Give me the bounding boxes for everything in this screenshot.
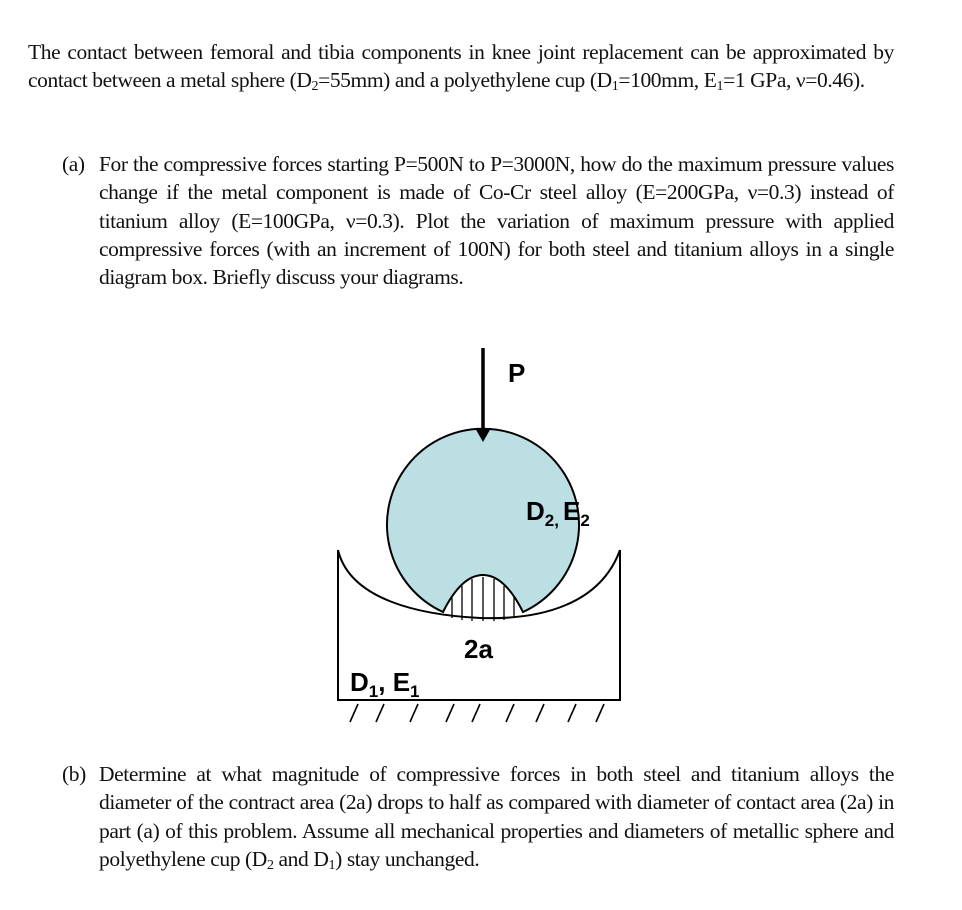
intro-text-1: The contact between femoral and tibia components in knee joint replacement can be approximated by contact between a metal sphere (D: [28, 40, 894, 93]
part-a: [62, 150, 894, 291]
intro-sub-3: 1: [716, 79, 724, 95]
part-b-label: (b): [62, 762, 86, 786]
intro-text-3: =100mm, E: [618, 68, 717, 93]
part-a-text: For the compressive forces starting P=500N to P=3000N, how do the maximum pressure values change if the metal component is made of Co-Cr steel alloy (E=200GPa, ν=0.3) instead of titanium alloy (E=100GPa, ν=0.3). Plot the variation of maximum pressure with applied compressive forces (with an increment of 100N) for both steel and titanium alloys in a single diagram box. Briefly discuss your diagrams.: [99, 152, 894, 290]
intro-text-4: =1 GPa, ν=0.46).: [723, 68, 865, 93]
intro-paragraph: [28, 38, 894, 95]
intro-sub-1: 2: [311, 79, 319, 95]
part-b: [62, 760, 894, 873]
part-b-text-2: and D: [273, 846, 329, 871]
intro-sub-2: 1: [611, 79, 619, 95]
contact-width-label: 2a: [464, 634, 493, 664]
ground-hatching: [350, 704, 604, 722]
part-b-sub-1: 2: [266, 857, 274, 873]
cup-label: $D_1$, $E_1$: [350, 667, 420, 701]
part-b-text: [99, 760, 894, 873]
intro-text-2: =55mm) and a polyethylene cup (D: [318, 68, 612, 93]
sphere-label: $D_{2,}$ $E_2$: [526, 496, 590, 530]
force-label: P: [508, 358, 526, 388]
part-a-label: (a): [62, 152, 85, 176]
part-b-sub-2: 1: [328, 857, 336, 873]
part-b-text-3: ) stay unchanged.: [335, 846, 480, 871]
part-b-text-1: Determine at what magnitude of compressive forces in both steel and titanium alloys the diameter of the contract area (2a) drops to half as compared with diameter of contact area (2a) in part (a) of this problem. Assume all mechanical properties and diameters of metallic sphere and polyethylene cup (D: [99, 762, 894, 871]
contact-diagram: [300, 330, 640, 730]
